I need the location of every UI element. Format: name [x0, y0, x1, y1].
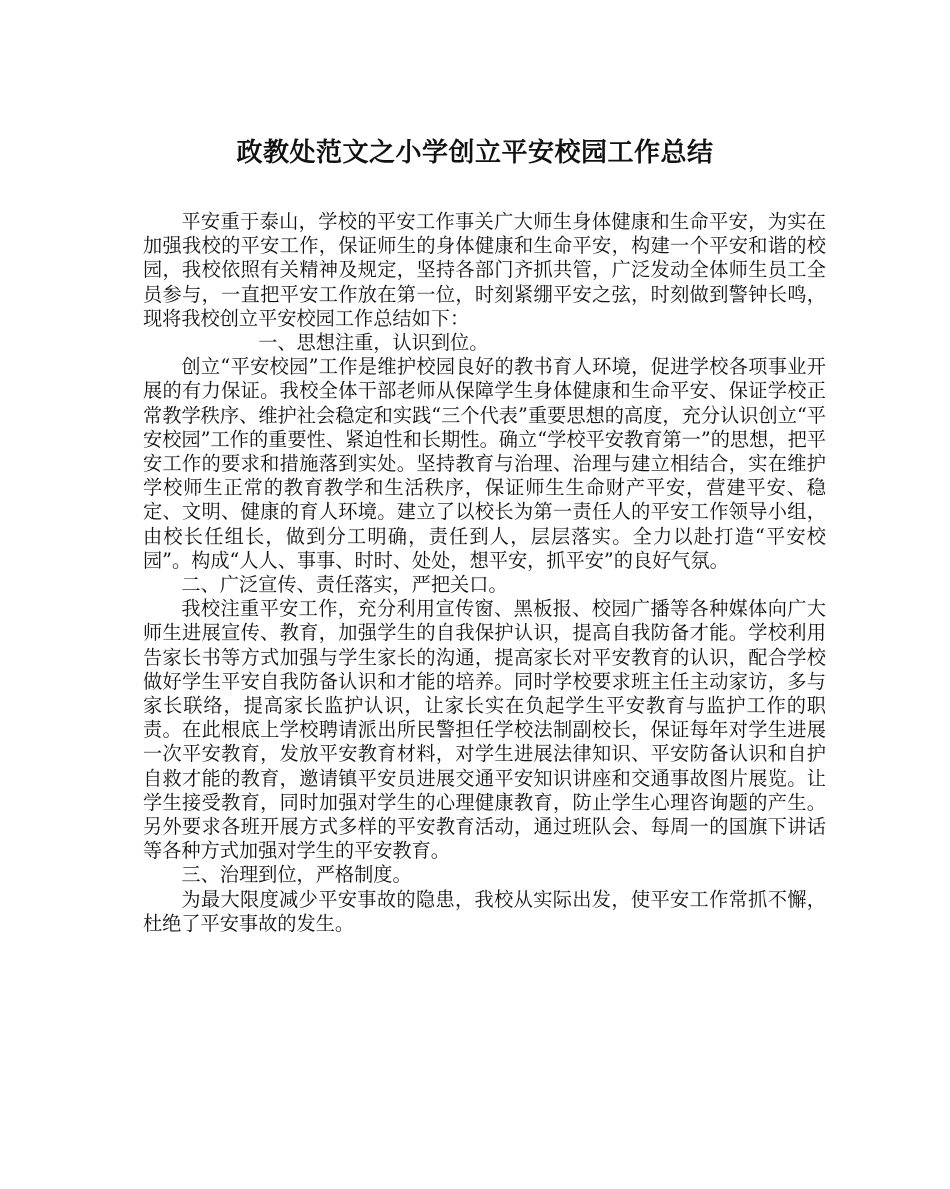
paragraph-section-1: 创立“平安校园”工作是维护校园良好的教书育人环境，促进学校各项事业开展的有力保证。我校全体干部老师从保障学生身体健康和生命平安、保证学校正常教学秩序、维护社会稳定和实践“三个代表”重要思想的高度，充分认识创立“平安校园”工作的重要性、紧迫性和长期性。确立“学校平安教育第一”的思想，把平安工作的要求和措施落到实处。坚持教育与治理、治理与建立相结合，实在维护学校师生正常的教育教学和生活秩序，保证师生生命财产平安，营建平安、稳定、文明、健康的育人环境。建立了以校长为第一责任人的平安工作领导小组，由校长任组长，做到分工明确，责任到人，层层落实。全力以赴打造“平安校园”。构成“人人、事事、时时、处处，想平安，抓平安”的良好气氛。 — [143, 355, 826, 572]
document-body — [143, 210, 826, 936]
paragraph-section-2: 我校注重平安工作，充分利用宣传窗、黑板报、校园广播等各种媒体向广大师生进展宣传、教育，加强学生的自我保护认识，提高自我防备才能。学校利用告家长书等方式加强与学生家长的沟通，提高家长对平安教育的认识，配合学校做好学生平安自我防备认识和才能的培养。同时学校要求班主任主动家访，多与家长联络，提高家长监护认识，让家长实在负起学生平安教育与监护工作的职责。在此根底上学校聘请派出所民警担任学校法制副校长，保证每年对学生进展一次平安教育，发放平安教育材料，对学生进展法律知识、平安防备认识和自护自救才能的教育，邀请镇平安员进展交通平安知识讲座和交通事故图片展览。让学生接受教育，同时加强对学生的心理健康教育，防止学生心理咨询题的产生。另外要求各班开展方式多样的平安教育活动，通过班队会、每周一的国旗下讲话等各种方式加强对学生的平安教育。 — [143, 597, 826, 863]
document-title: 政教处范文之小学创立平安校园工作总结 — [236, 138, 714, 168]
section-heading-3: 三、治理到位，严格制度。 — [181, 863, 412, 887]
section-heading-1: 一、思想注重，认识到位。 — [258, 331, 489, 355]
paragraph-intro: 平安重于泰山，学校的平安工作事关广大师生身体健康和生命平安，为实在加强我校的平安工作，保证师生的身体健康和生命平安，构建一个平安和谐的校园，我校依照有关精神及规定，坚持各部门齐抓共管，广泛发动全体师生员工全员参与，一直把平安工作放在第一位，时刻紧绷平安之弦，时刻做到警钟长鸣，现将我校创立平安校园工作总结如下： — [143, 210, 826, 330]
paragraph-section-3: 为最大限度减少平安事故的隐患，我校从实际出发，使平安工作常抓不懈，杜绝了平安事故的发生。 — [143, 887, 826, 935]
section-heading-2: 二、广泛宣传、责任落实，严把关口。 — [181, 573, 508, 597]
